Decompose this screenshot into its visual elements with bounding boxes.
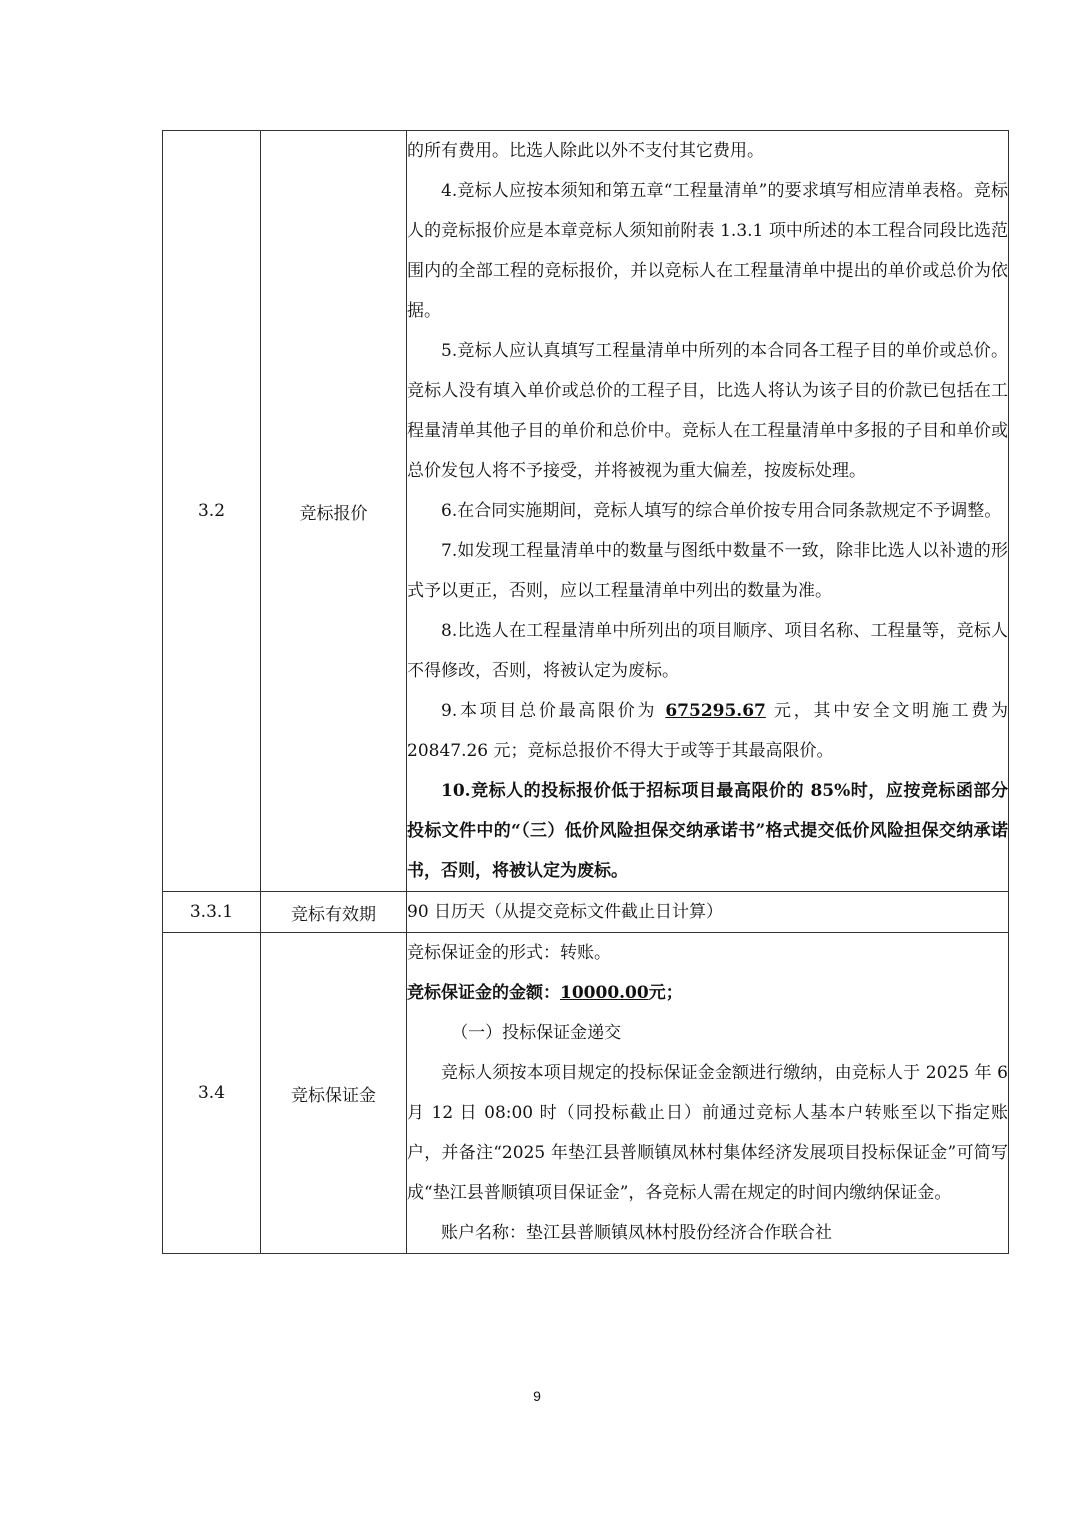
table-row	[163, 892, 1009, 933]
clause-number: 3.3.1	[163, 892, 261, 933]
clause-number: 3.2	[163, 131, 261, 892]
text-fragment: 元，其中安全文明施工费为 20847.26 元；竞标总报价不得大于或等于其最高限价。	[407, 701, 1008, 761]
subheading: （一）投标保证金递交	[451, 1023, 622, 1043]
paragraph: 4.竞标人应按本须知和第五章“工程量清单”的要求填写相应清单表格。竞标人的竞标报价应是本章竞标人须知前附表 1.3.1 项中所述的本工程合同段比选范围内的全部工程的竞标报价，并以竞标人在工程量清单中提出的单价或总价为依据。	[407, 181, 1008, 321]
clause-name: 竞标有效期	[261, 892, 407, 933]
paragraph	[407, 973, 1008, 1013]
clause-number: 3.4	[163, 933, 261, 1254]
paragraph: 7.如发现工程量清单中的数量与图纸中数量不一致，除非比选人以补遗的形式予以更正，否则，应以工程量清单中列出的数量为准。	[407, 541, 1008, 601]
clause-content	[407, 933, 1009, 1254]
text-fragment: 元；	[648, 983, 683, 1003]
paragraph: 10.竞标人的投标报价低于招标项目最高限价的 85%时，应按竞标函部分投标文件中的“（三）低价风险担保交纳承诺书”格式提交低价风险担保交纳承诺书，否则，将被认定为废标。	[407, 781, 1008, 881]
paragraph: 6.在合同实施期间，竞标人填写的综合单价按专用合同条款规定不予调整。	[441, 501, 1002, 521]
table-row	[163, 131, 1009, 892]
clause-name: 竞标保证金	[261, 933, 407, 1254]
paragraph: 竞标人须按本项目规定的投标保证金金额进行缴纳，由竞标人于 2025 年 6 月 12 日 08:00 时（同投标截止日）前通过竞标人基本户转账至以下指定账户，并备注“2025 年垫江县普顺镇凤林村集体经济发展项目投标保证金”可简写成“垫江县普顺镇项目保证金”，各竞标人需在规定的时间内缴纳保证金。	[407, 1063, 1008, 1203]
clause-content	[407, 131, 1009, 892]
table-row	[163, 933, 1009, 1254]
paragraph: 竞标保证金的形式：转账。	[407, 943, 611, 963]
page-number: 9	[533, 1388, 541, 1404]
paragraph: 的所有费用。比选人除此以外不支付其它费用。	[407, 141, 764, 161]
max-price-amount: 675295.67	[665, 701, 766, 721]
paragraph: 8.比选人在工程量清单中所列出的项目顺序、项目名称、工程量等，竞标人不得修改，否则，将被认定为废标。	[407, 621, 1008, 681]
paragraph	[407, 691, 1008, 771]
clause-name: 竞标报价	[261, 131, 407, 892]
requirements-table	[162, 130, 1009, 1254]
text-fragment: 竞标保证金的金额：	[407, 983, 560, 1003]
deposit-amount: 10000.00	[560, 983, 649, 1003]
paragraph: 5.竞标人应认真填写工程量清单中所列的本合同各工程子目的单价或总价。竞标人没有填入单价或总价的工程子目，比选人将认为该子目的价款已包括在工程量清单其他子目的单价和总价中。竞标人在工程量清单中多报的子目和单价或总价发包人将不予接受，并将被视为重大偏差，按废标处理。	[407, 341, 1008, 481]
paragraph: 90 日历天（从提交竞标文件截止日计算）	[407, 902, 724, 922]
paragraph: 账户名称：垫江县普顺镇凤林村股份经济合作联合社	[441, 1223, 832, 1243]
clause-content	[407, 892, 1009, 933]
text-fragment: 9.本项目总价最高限价为	[441, 701, 666, 721]
